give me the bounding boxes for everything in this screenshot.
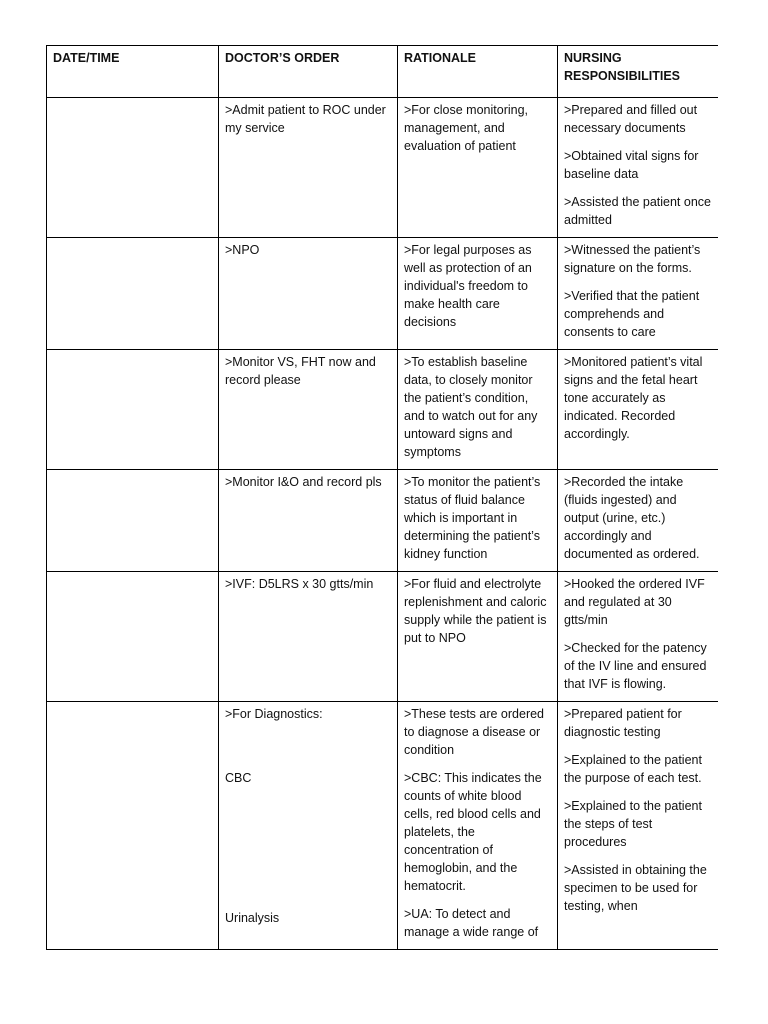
doctors-order-cell	[219, 238, 398, 350]
rationale-text: >CBC: This indicates the counts of white blood cells, red blood cells and platelets, the concentration of hemoglobin, and the hematocrit.	[404, 771, 542, 893]
nursing-text: >Assisted in obtaining the specimen to be used for testing, when	[564, 863, 707, 913]
nursing-cell	[558, 350, 719, 470]
nursing-text: >Explained to the patient the purpose of each test.	[564, 753, 702, 785]
nursing-text: >Prepared and filled out necessary documents	[564, 103, 698, 135]
nursing-text: >Assisted the patient once admitted	[564, 195, 711, 227]
nursing-cell	[558, 98, 719, 238]
order-text: CBC	[225, 771, 252, 785]
order-text: >NPO	[225, 243, 260, 257]
nursing-cell	[558, 702, 719, 950]
doctors-order-cell	[219, 98, 398, 238]
table-row	[47, 470, 719, 572]
rationale-text: >For fluid and electrolyte replenishment and caloric supply while the patient is put to NPO	[404, 577, 547, 645]
header-rationale: RATIONALE	[398, 46, 558, 98]
table-row	[47, 350, 719, 470]
rationale-cell	[398, 238, 558, 350]
nursing-text: >Hooked the ordered IVF and regulated at 30 gtts/min	[564, 577, 705, 627]
order-text: Urinalysis	[225, 911, 280, 925]
rationale-cell	[398, 98, 558, 238]
nursing-text: >Witnessed the patient’s signature on the forms.	[564, 243, 701, 275]
table-row	[47, 572, 719, 702]
document-page	[46, 45, 718, 969]
order-text: >For Diagnostics:	[225, 707, 323, 721]
table-row	[47, 238, 719, 350]
date-time-cell	[47, 350, 219, 470]
header-nursing-responsibilities: NURSING RESPONSIBILITIES	[558, 46, 719, 98]
date-time-cell	[47, 702, 219, 950]
date-time-cell	[47, 98, 219, 238]
doctors-order-cell	[219, 572, 398, 702]
order-text: >Admit patient to ROC under my service	[225, 103, 386, 135]
rationale-cell	[398, 702, 558, 950]
date-time-cell	[47, 470, 219, 572]
nursing-cell	[558, 572, 719, 702]
doctors-order-cell	[219, 350, 398, 470]
table-row	[47, 702, 719, 950]
nursing-text: >Prepared patient for diagnostic testing	[564, 707, 682, 739]
nursing-cell	[558, 238, 719, 350]
rationale-text: >These tests are ordered to diagnose a disease or condition	[404, 707, 545, 757]
rationale-cell	[398, 470, 558, 572]
nursing-text: >Monitored patient’s vital signs and the fetal heart tone accurately as indicated. Recorded accordingly.	[564, 355, 703, 441]
nursing-text: >Verified that the patient comprehends and consents to care	[564, 289, 700, 339]
rationale-cell	[398, 572, 558, 702]
rationale-text: >For close monitoring, management, and evaluation of patient	[404, 103, 529, 153]
header-date-time: DATE/TIME	[47, 46, 219, 98]
date-time-cell	[47, 572, 219, 702]
nursing-text: >Explained to the patient the steps of test procedures	[564, 799, 702, 849]
rationale-text: >To establish baseline data, to closely monitor the patient’s condition, and to watch out for any untoward signs and symptoms	[404, 355, 538, 459]
doctors-order-cell	[219, 702, 398, 950]
nursing-text: >Checked for the patency of the IV line and ensured that IVF is flowing.	[564, 641, 707, 691]
header-doctors-order: DOCTOR’S ORDER	[219, 46, 398, 98]
order-text: >Monitor I&O and record pls	[225, 475, 382, 489]
nursing-text: >Obtained vital signs for baseline data	[564, 149, 699, 181]
nursing-cell	[558, 470, 719, 572]
rationale-text: >For legal purposes as well as protection of an individual's freedom to make health care decisions	[404, 243, 532, 329]
doctors-order-cell	[219, 470, 398, 572]
order-text: >Monitor VS, FHT now and record please	[225, 355, 376, 387]
table-row	[47, 98, 719, 238]
header-row	[47, 46, 719, 98]
doctors-orders-table	[46, 45, 718, 950]
nursing-text: >Recorded the intake (fluids ingested) and output (urine, etc.) accordingly and documented as ordered.	[564, 475, 700, 561]
rationale-text: >UA: To detect and manage a wide range of	[404, 907, 539, 939]
date-time-cell	[47, 238, 219, 350]
rationale-cell	[398, 350, 558, 470]
order-text: >IVF: D5LRS x 30 gtts/min	[225, 577, 374, 591]
rationale-text: >To monitor the patient’s status of fluid balance which is important in determining the patient’s kidney function	[404, 475, 541, 561]
